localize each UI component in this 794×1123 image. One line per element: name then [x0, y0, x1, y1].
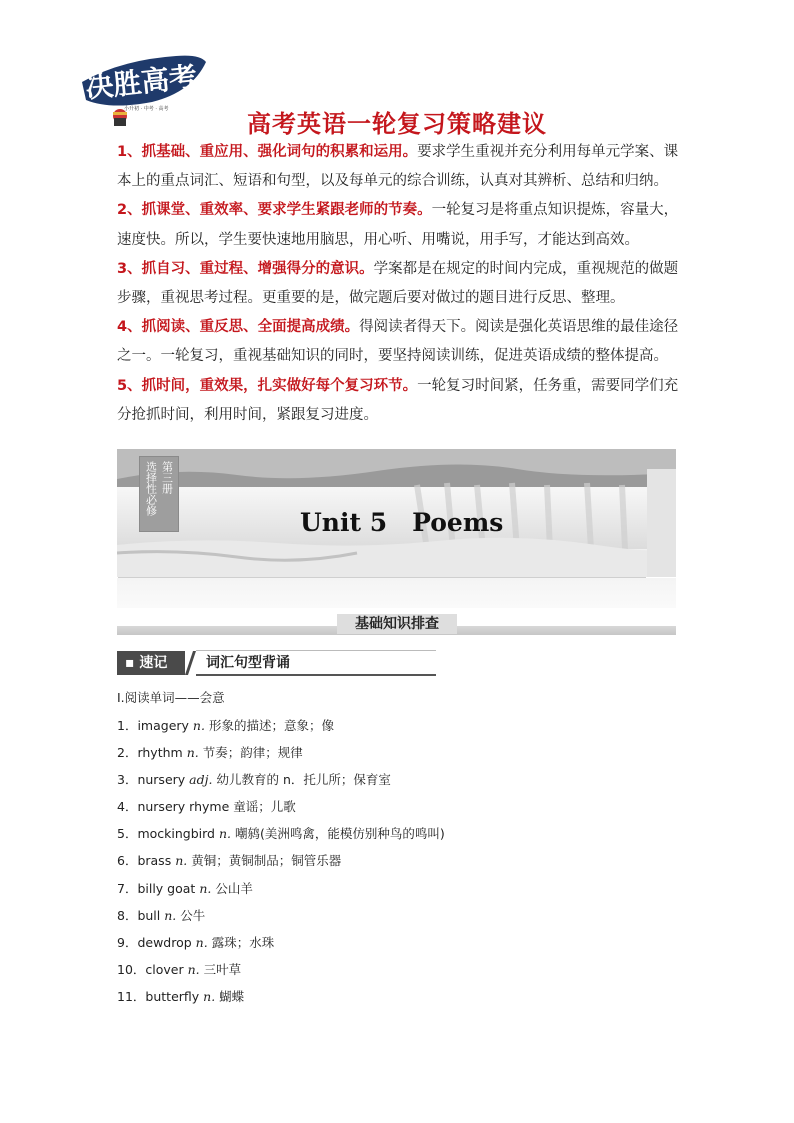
part-of-speech: n.: [218, 826, 231, 842]
banner-shadow: [117, 578, 676, 608]
vocab-meaning: 蝴蝶: [219, 988, 245, 1004]
tip-2: [117, 196, 689, 254]
part-of-speech: n.: [203, 988, 216, 1004]
vocab-heading: Ⅰ.阅读单词——会意: [117, 690, 225, 705]
tip-heading: 5、抓时间，重效果，扎实做好每个复习环节。: [117, 377, 418, 394]
vocab-word: brass: [137, 853, 172, 869]
unit-title: Unit 5 Poems: [300, 508, 504, 537]
vocab-word: bull: [137, 907, 161, 923]
tip-1: [117, 138, 689, 196]
item-number: 11．: [117, 988, 146, 1004]
vocab-item: [117, 984, 445, 1011]
badge-label: 速记: [139, 655, 168, 671]
vocab-word: rhythm: [137, 745, 183, 761]
part-of-speech: adj.: [189, 772, 213, 788]
item-number: 8．: [117, 907, 138, 923]
vocab-word: nursery rhyme: [137, 799, 230, 815]
study-tips: [117, 138, 689, 430]
tip-body: 一轮复习是将重点知识提炼，容量大，速度快。所以，学生要快速地用脑思，用心听、用嘴说，用手写，才能达到高效。: [117, 202, 679, 248]
vocab-item: [117, 903, 445, 930]
item-number: 3．: [117, 772, 138, 788]
badge-divider-icon: [183, 650, 197, 676]
vocab-word: billy goat: [137, 880, 196, 896]
tip-3: [117, 255, 689, 313]
subsection-label: 词汇句型背诵: [206, 655, 290, 671]
vocab-item: [117, 930, 445, 957]
section-title: 基础知识排查: [337, 614, 457, 634]
vocab-item: [117, 767, 445, 794]
logo-subtext: 小升初 · 中考 · 高考: [124, 106, 169, 112]
tip-body: 学案都是在规定的时间内完成，重视规范的做题步骤，重视思考过程。更重要的是，做完题后要对做过的题目进行反思、整理。: [117, 260, 679, 307]
vocab-meaning: 形象的描述；意象；像: [208, 718, 334, 733]
subsection-top-rule: [196, 650, 436, 651]
item-number: 1．: [117, 718, 138, 733]
part-of-speech: n.: [186, 745, 199, 761]
vocab-word: mockingbird: [137, 826, 215, 842]
item-number: 4．: [117, 799, 138, 815]
tip-body: 要求学生重视并充分利用每单元学案、课本上的重点词汇、短语和句型，以及每单元的综合训练，认真对其辨析、总结和归纳。: [117, 144, 679, 190]
item-number: 9．: [117, 934, 138, 950]
item-number: 7．: [117, 880, 138, 896]
vocab-meaning: 童谣；儿歌: [233, 799, 296, 815]
item-number: 5．: [117, 826, 138, 842]
vocab-item: [117, 848, 445, 875]
part-of-speech: n.: [199, 880, 212, 896]
part-of-speech: n.: [195, 934, 208, 950]
part-of-speech: n.: [187, 961, 200, 977]
vocab-meaning: 露珠；水珠: [211, 934, 275, 950]
vocab-list: [117, 713, 445, 1011]
vocab-item: [117, 876, 445, 903]
vocab-meaning: 嘲鸫(美洲鸣禽，能模仿别种鸟的鸣叫): [234, 826, 445, 842]
volume-number: 第三册: [160, 461, 174, 494]
tip-5: [117, 372, 689, 430]
vocab-item: [117, 957, 445, 984]
vocab-word: butterfly: [145, 988, 200, 1004]
tip-heading: 3、抓自习、重过程、增强得分的意识。: [117, 260, 374, 277]
vocab-meaning: 公山羊: [215, 880, 253, 896]
vocab-item: [117, 740, 445, 767]
vocab-word: nursery: [137, 772, 186, 788]
vocab-item: [117, 821, 445, 848]
tip-body: 得阅读者得天下。阅读是强化英语思维的最佳途径之一。一轮复习，重视基础知识的同时，要坚持阅读训练，促进英语成绩的整体提高。: [117, 319, 679, 365]
item-number: 10．: [117, 961, 146, 977]
vocab-item: [117, 713, 445, 740]
vocab-meaning: 幼儿教育的 n．托儿所；保育室: [216, 772, 391, 788]
vocab-word: imagery: [137, 718, 189, 733]
tip-body: 一轮复习时间紧，任务重，需要同学们充分抢抓时间，利用时间，紧跟复习进度。: [117, 377, 679, 423]
book-volume-tag: [139, 456, 179, 532]
item-number: 2．: [117, 745, 138, 761]
tip-heading: 1、抓基础、重应用、强化词句的积累和运用。: [117, 144, 418, 160]
vocab-item: [117, 794, 445, 821]
part-of-speech: n.: [164, 907, 177, 923]
vocab-word: dewdrop: [137, 934, 192, 950]
vocab-meaning: 黄铜；黄铜制品；铜管乐器: [191, 853, 342, 869]
item-number: 6．: [117, 853, 138, 869]
vocab-meaning: 公牛: [180, 907, 206, 923]
logo-text: 决胜高考: [83, 60, 199, 105]
subsection-rule: [196, 674, 436, 676]
tip-heading: 2、抓课堂、重效率、要求学生紧跟老师的节奏。: [117, 202, 432, 219]
subsection-badge: ▪ 速记: [117, 651, 185, 675]
part-of-speech: n.: [192, 718, 205, 733]
volume-series: 选择性必修: [144, 461, 158, 516]
tip-4: [117, 313, 689, 371]
vocab-word: clover: [145, 961, 184, 977]
vocab-meaning: 节奏；韵律；规律: [202, 745, 303, 761]
document-title: 高考英语一轮复习策略建议: [247, 110, 547, 138]
part-of-speech: n.: [175, 853, 188, 869]
vocab-meaning: 三叶草: [203, 961, 242, 977]
tip-heading: 4、抓阅读、重反思、全面提高成绩。: [117, 319, 360, 336]
